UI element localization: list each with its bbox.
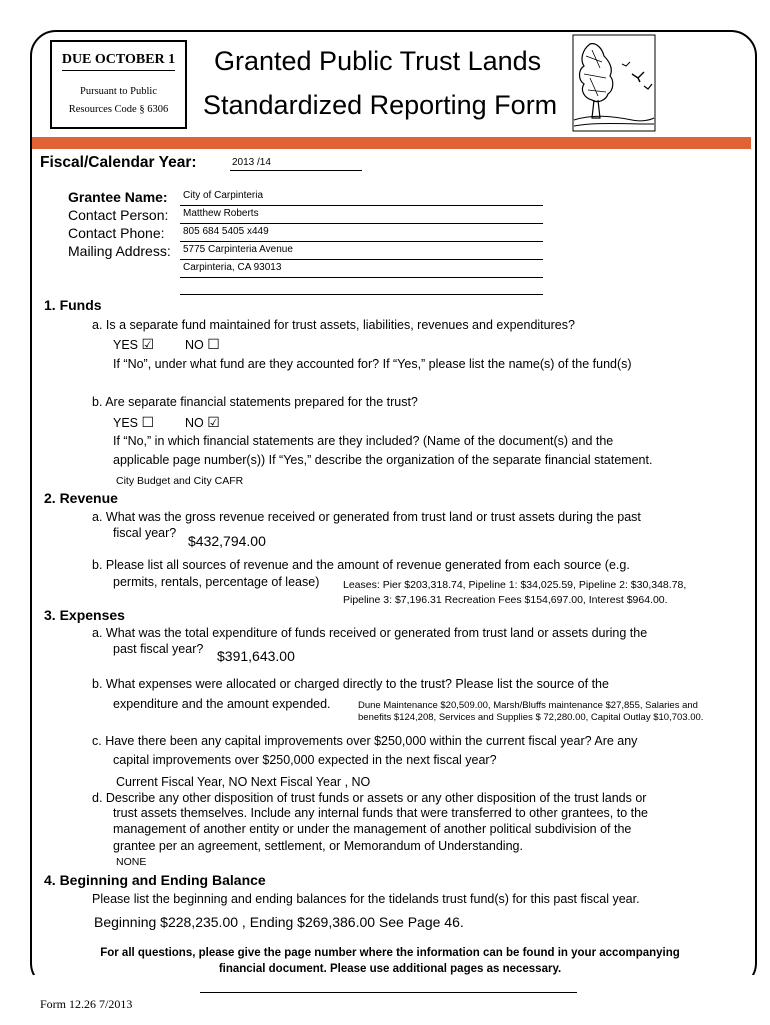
expenses-answer-d[interactable]: NONE [116, 856, 147, 868]
mailing-address-underline-1 [180, 259, 543, 260]
contact-phone-value[interactable]: 805 684 5405 x449 [183, 226, 269, 237]
expenses-question-b-1: b. What expenses were allocated or charged directly to the trust? Please list the source of the [92, 677, 609, 691]
expenses-question-d-2: trust assets themselves. Include any internal funds that were transferred to other grantees, to the [113, 806, 649, 820]
funds-b-followup-2: applicable page number(s)) If “Yes,” describe the organization of the separate financial statement. [113, 453, 653, 467]
grantee-name-value[interactable]: City of Carpinteria [183, 190, 264, 201]
funds-b-answer[interactable]: City Budget and City CAFR [116, 475, 244, 487]
fiscal-year-value[interactable]: 2013 /14 [232, 157, 271, 168]
funds-heading: 1. Funds [44, 297, 102, 313]
revenue-question-b-2: permits, rentals, percentage of lease) [113, 575, 320, 589]
mailing-address-label: Mailing Address: [68, 243, 171, 259]
funds-b-yes-checkbox-unchecked-icon[interactable]: ☐ [141, 414, 155, 430]
revenue-answer-b-2[interactable]: Pipeline 3: $7,196.31 Recreation Fees $154,697.00, Interest $964.00. [343, 594, 668, 606]
fiscal-year-underline [230, 170, 362, 171]
tree-and-birds-logo-icon [572, 34, 656, 132]
due-date-title: DUE OCTOBER 1 [61, 52, 176, 67]
revenue-answer-a[interactable]: $432,794.00 [188, 533, 266, 549]
revenue-answer-b-1[interactable]: Leases: Pier $203,318.74, Pipeline 1: $34,025.59, Pipeline 2: $30,348.78, [343, 579, 687, 591]
expenses-question-c-2: capital improvements over $250,000 expected in the next fiscal year? [113, 753, 497, 767]
mailing-address-underline-3 [180, 294, 543, 295]
expenses-question-d-3: management of another entity or under the management of another political subdivision of the [113, 822, 632, 836]
due-date-subtitle-1: Pursuant to Public [79, 86, 157, 97]
funds-a-no-label: NO [185, 338, 204, 352]
funds-b-no-option[interactable] [185, 414, 220, 431]
expenses-question-d-4: grantee per an agreement, settlement, or Memorandum of Understanding. [113, 839, 523, 853]
due-date-divider [62, 70, 175, 71]
funds-b-no-label: NO [185, 416, 204, 430]
funds-b-followup-1: If “No,” in which financial statements are they included? (Name of the document(s) and the [113, 434, 614, 448]
funds-a-no-checkbox-unchecked-icon[interactable]: ☐ [207, 336, 220, 352]
balance-heading: 4. Beginning and Ending Balance [44, 872, 266, 888]
contact-phone-label: Contact Phone: [68, 225, 165, 241]
expenses-question-a-2: past fiscal year? [113, 642, 204, 656]
contact-person-underline [180, 223, 543, 224]
expenses-question-d-1: d. Describe any other disposition of trust funds or assets or any other disposition of the trust lands or [92, 791, 647, 805]
mailing-address-line-2[interactable]: Carpinteria, CA 93013 [183, 262, 282, 273]
due-date-box [50, 40, 187, 129]
contact-person-label: Contact Person: [68, 207, 169, 223]
footer-rule [200, 992, 577, 993]
funds-question-a: a. Is a separate fund maintained for trust assets, liabilities, revenues and expenditures? [92, 318, 575, 332]
expenses-question-b-2: expenditure and the amount expended. [113, 697, 331, 711]
grantee-name-underline [180, 205, 543, 206]
funds-b-no-checkbox-checked-icon[interactable]: ☑ [207, 414, 220, 430]
expenses-question-a-1: a. What was the total expenditure of funds received or generated from trust land or assets during the [92, 626, 648, 640]
expenses-answer-b-2[interactable]: benefits $124,208, Services and Supplies $ 72,280.00, Capital Outlay $10,703.00. [358, 712, 704, 723]
funds-b-yes-label: YES [113, 416, 139, 430]
funds-question-b: b. Are separate financial statements prepared for the trust? [92, 395, 418, 409]
mailing-address-line-1[interactable]: 5775 Carpinteria Avenue [183, 244, 293, 255]
mailing-address-underline-2 [180, 277, 543, 278]
revenue-question-a-1: a. What was the gross revenue received or generated from trust land or trust assets during the past [92, 510, 641, 524]
form-number: Form 12.26 7/2013 [40, 997, 133, 1011]
header-accent-bar [32, 137, 751, 149]
expenses-question-c-1: c. Have there been any capital improvements over $250,000 within the current fiscal year? Are any [92, 734, 638, 748]
contact-person-value[interactable]: Matthew Roberts [183, 208, 259, 219]
expenses-answer-c[interactable]: Current Fiscal Year, NO Next Fiscal Year , NO [116, 775, 371, 789]
funds-a-yes-checkbox-checked-icon[interactable]: ☑ [141, 336, 155, 352]
revenue-heading: 2. Revenue [44, 490, 118, 506]
form-title-line-2: Standardized Reporting Form [203, 90, 558, 120]
funds-a-yes-option[interactable] [113, 336, 154, 353]
funds-a-followup: If “No”, under what fund are they accounted for? If “Yes,” please list the name(s) of the fund(s) [113, 357, 632, 371]
form-title-line-1: Granted Public Trust Lands [214, 46, 542, 76]
grantee-name-label: Grantee Name: [68, 189, 168, 205]
revenue-question-b-1: b. Please list all sources of revenue and the amount of revenue generated from each source (e.g. [92, 558, 630, 572]
balance-question: Please list the beginning and ending balances for the tidelands trust fund(s) for this past fiscal year. [92, 892, 640, 906]
expenses-heading: 3. Expenses [44, 607, 125, 623]
footer-note-line-2: financial document. Please use additional pages as necessary. [218, 963, 562, 975]
footer-note-line-1: For all questions, please give the page number where the information can be found in your accompanying [100, 947, 680, 959]
funds-a-yes-label: YES [113, 338, 139, 352]
expenses-answer-b-1[interactable]: Dune Maintenance $20,509.00, Marsh/Bluffs maintenance $27,855, Salaries and [358, 700, 698, 711]
expenses-answer-a[interactable]: $391,643.00 [217, 648, 295, 664]
revenue-question-a-2: fiscal year? [113, 526, 177, 540]
funds-b-yes-option[interactable] [113, 414, 154, 431]
due-date-subtitle-2: Resources Code § 6306 [68, 104, 169, 115]
fiscal-year-label: Fiscal/Calendar Year: [40, 154, 197, 171]
contact-phone-underline [180, 241, 543, 242]
balance-answer[interactable]: Beginning $228,235.00 , Ending $269,386.00 See Page 46. [94, 914, 464, 930]
funds-a-no-option[interactable] [185, 336, 220, 353]
